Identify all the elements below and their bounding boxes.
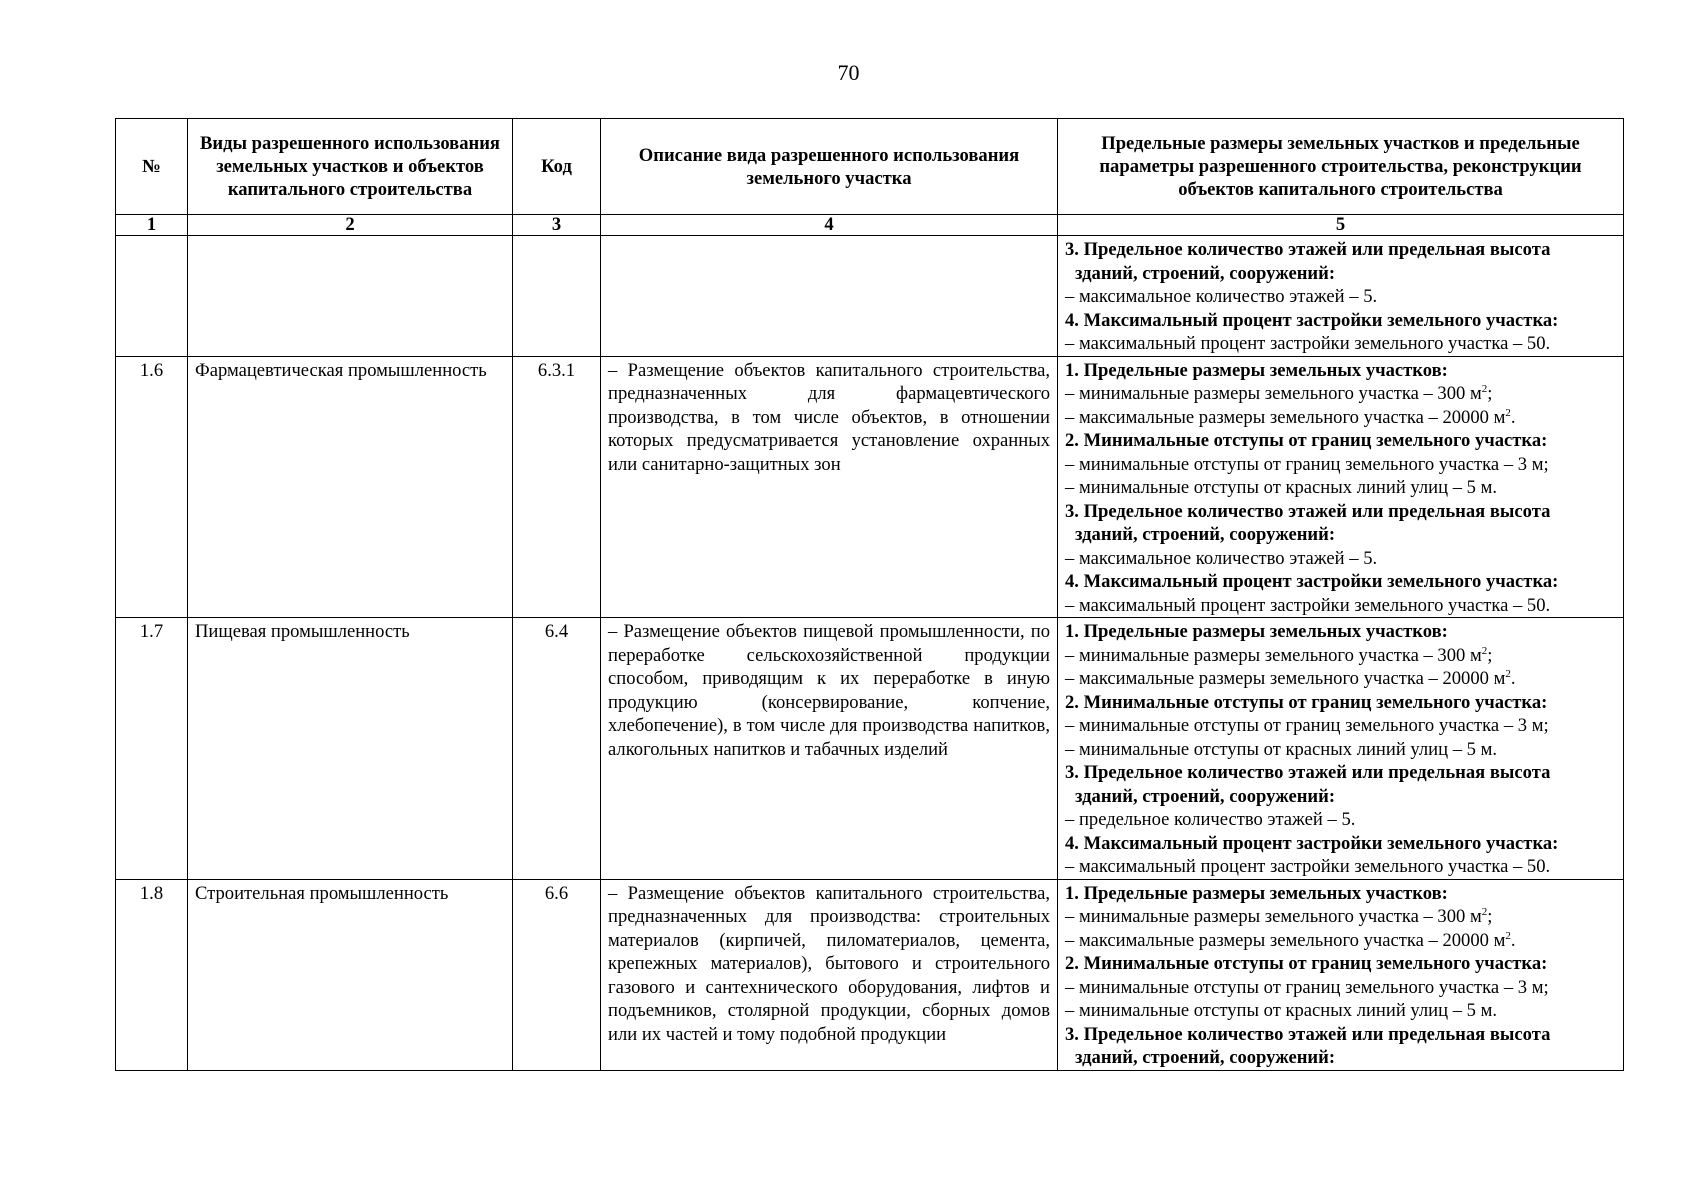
parameter-text: – максимальный процент застройки земельного участка – 50. (1065, 856, 1551, 877)
parameter-text: – минимальные отступы от красных линий улиц – 5 м. (1065, 738, 1498, 760)
parameter-item (1065, 476, 1616, 500)
table-row (116, 356, 1624, 618)
parameter-item (1065, 382, 1616, 406)
parameter-text: 3. Предельное количество этажей или предельная высота (1065, 762, 1551, 783)
parameter-text: – максимальное количество этажей – 5. (1065, 547, 1378, 569)
parameter-item (1065, 999, 1616, 1023)
parameter-text: 2. Минимальные отступы от границ земельного участка: (1065, 691, 1548, 713)
parameter-text: 1. Предельные размеры земельных участков: (1065, 621, 1448, 642)
parameter-heading (1065, 785, 1616, 809)
parameter-heading (1065, 359, 1616, 383)
parameter-item (1065, 547, 1616, 571)
parameter-heading (1065, 262, 1616, 286)
row-number: 1.6 (116, 356, 188, 618)
parameters-cell (1058, 879, 1624, 1070)
parameter-item (1065, 855, 1616, 879)
parameters-cell (1058, 236, 1624, 357)
parameter-heading (1065, 691, 1616, 715)
use-description: – Размещение объектов капитального строительства, предназначенных для производства: строительных материалов (кирпичей, пиломатериалов, цемента, крепежных материалов), бытового и строительного газового и сантехнического оборудования, лифтов и подъемников, столярной продукции, сборных домов или их частей и тому подобной продукции (601, 879, 1058, 1070)
superscript: 2 (1505, 668, 1511, 680)
parameter-tail: . (1510, 668, 1516, 689)
parameter-text: зданий, строений, сооружений: (1075, 262, 1336, 284)
parameter-heading (1065, 1023, 1616, 1047)
column-number: 5 (1058, 215, 1624, 236)
use-code: 6.6 (513, 879, 601, 1070)
page-number: 70 (837, 60, 860, 85)
table-row (116, 618, 1624, 880)
parameter-item (1065, 644, 1616, 668)
superscript: 2 (1481, 383, 1488, 395)
parameter-item (1065, 453, 1616, 477)
parameters-cell (1058, 356, 1624, 618)
column-number: 4 (601, 215, 1058, 236)
parameter-text: зданий, строений, сооружений: (1075, 785, 1336, 807)
row-number (116, 236, 188, 357)
parameter-heading (1065, 952, 1616, 976)
table-row (116, 879, 1624, 1070)
superscript: 2 (1481, 906, 1488, 918)
parameter-text: 4. Максимальный процент застройки земельного участка: (1065, 571, 1559, 592)
parameter-heading (1065, 429, 1616, 453)
parameter-item (1065, 808, 1616, 832)
parameter-tail: . (1510, 406, 1516, 428)
parameter-tail: ; (1487, 906, 1493, 927)
use-kind: Пищевая промышленность (188, 618, 513, 880)
use-description: – Размещение объектов капитального строительства, предназначенных для фармацевтического производства, в том числе объектов, в отношении которых предусматривается установление охранных или санитарно-защитных зон (601, 356, 1058, 618)
parameter-item (1065, 929, 1616, 953)
row-number: 1.7 (116, 618, 188, 880)
parameter-text: – минимальные размеры земельного участка – 300 м (1065, 644, 1482, 666)
parameter-text: – минимальные отступы от границ земельного участка – 3 м; (1065, 453, 1549, 475)
header-parameters: Предельные размеры земельных участков и предельные параметры разрешенного строительства, реконструкции объектов капитального строительства (1058, 119, 1624, 215)
superscript: 2 (1505, 406, 1511, 419)
parameter-text: – максимальные размеры земельного участка – 20000 м (1065, 668, 1506, 689)
parameter-text: зданий, строений, сооружений: (1075, 524, 1336, 545)
land-use-table (115, 118, 1624, 1071)
parameter-item (1065, 594, 1616, 618)
header-number: № (116, 119, 188, 215)
parameter-item (1065, 406, 1616, 430)
parameter-text: 3. Предельное количество этажей или предельная высота (1065, 239, 1551, 260)
use-description (601, 236, 1058, 357)
use-kind: Фармацевтическая промышленность (188, 356, 513, 618)
parameter-tail: ; (1487, 383, 1493, 404)
row-number: 1.8 (116, 879, 188, 1070)
header-description: Описание вида разрешенного использования земельного участка (601, 119, 1058, 215)
column-number: 2 (188, 215, 513, 236)
parameter-tail: . (1510, 929, 1516, 951)
parameter-heading (1065, 523, 1616, 547)
parameter-text: – предельное количество этажей – 5. (1065, 809, 1356, 830)
parameters-cell (1058, 618, 1624, 880)
use-code: 6.4 (513, 618, 601, 880)
column-number: 1 (116, 215, 188, 236)
parameter-text: – максимальные размеры земельного участка – 20000 м (1065, 929, 1506, 951)
superscript: 2 (1505, 929, 1511, 942)
parameter-heading (1065, 238, 1616, 262)
parameter-item (1065, 905, 1616, 929)
parameter-item (1065, 976, 1616, 1000)
parameter-item (1065, 714, 1616, 738)
parameter-text: – максимальный процент застройки земельного участка – 50. (1065, 594, 1551, 616)
parameter-heading (1065, 1046, 1616, 1070)
parameter-item (1065, 332, 1616, 356)
use-description: – Размещение объектов пищевой промышленности, по переработке сельскохозяйственной продукции способом, приводящим к их переработке в иную продукцию (консервирование, копчение, хлебопечение), в том числе для производства напитков, алкогольных напитков и табачных изделий (601, 618, 1058, 880)
parameter-text: – минимальные отступы от границ земельного участка – 3 м; (1065, 976, 1549, 998)
parameter-text: – минимальные отступы от красных линий улиц – 5 м. (1065, 1000, 1498, 1021)
parameter-text: 4. Максимальный процент застройки земельного участка: (1065, 309, 1559, 331)
parameter-text: 4. Максимальный процент застройки земельного участка: (1065, 832, 1559, 854)
parameter-text: – максимальное количество этажей – 5. (1065, 286, 1378, 307)
parameter-text: – минимальные размеры земельного участка – 300 м (1065, 383, 1482, 404)
parameter-text: 3. Предельное количество этажей или предельная высота (1065, 500, 1551, 522)
header-code: Код (513, 119, 601, 215)
column-number-row (116, 215, 1624, 236)
parameter-text: 2. Минимальные отступы от границ земельного участка: (1065, 953, 1548, 974)
table-header-row (116, 119, 1624, 215)
superscript: 2 (1481, 644, 1488, 657)
parameter-item (1065, 285, 1616, 309)
parameter-item (1065, 667, 1616, 691)
parameter-text: – максимальные размеры земельного участка – 20000 м (1065, 406, 1506, 428)
use-kind: Строительная промышленность (188, 879, 513, 1070)
header-use-kind: Виды разрешенного использования земельных участков и объектов капитального строительства (188, 119, 513, 215)
parameter-text: зданий, строений, сооружений: (1075, 1047, 1336, 1068)
parameter-tail: ; (1487, 644, 1493, 666)
parameter-text: 2. Минимальные отступы от границ земельного участка: (1065, 430, 1548, 451)
parameter-text: 3. Предельное количество этажей или предельная высота (1065, 1023, 1551, 1045)
parameter-text: 1. Предельные размеры земельных участков: (1065, 882, 1448, 904)
parameter-item (1065, 738, 1616, 762)
table-body (116, 236, 1624, 1071)
parameter-text: – минимальные размеры земельного участка – 300 м (1065, 906, 1482, 927)
use-kind (188, 236, 513, 357)
use-code (513, 236, 601, 357)
parameter-text: – минимальные отступы от красных линий улиц – 5 м. (1065, 477, 1498, 498)
parameter-heading (1065, 620, 1616, 644)
parameter-heading (1065, 309, 1616, 333)
parameter-heading (1065, 832, 1616, 856)
parameter-text: – минимальные отступы от границ земельного участка – 3 м; (1065, 715, 1549, 736)
parameter-heading (1065, 761, 1616, 785)
column-number: 3 (513, 215, 601, 236)
parameter-heading (1065, 570, 1616, 594)
parameter-text: 1. Предельные размеры земельных участков: (1065, 359, 1448, 381)
parameter-heading (1065, 500, 1616, 524)
parameter-text: – максимальный процент застройки земельного участка – 50. (1065, 333, 1551, 354)
parameter-heading (1065, 882, 1616, 906)
table-row (116, 236, 1624, 357)
use-code: 6.3.1 (513, 356, 601, 618)
